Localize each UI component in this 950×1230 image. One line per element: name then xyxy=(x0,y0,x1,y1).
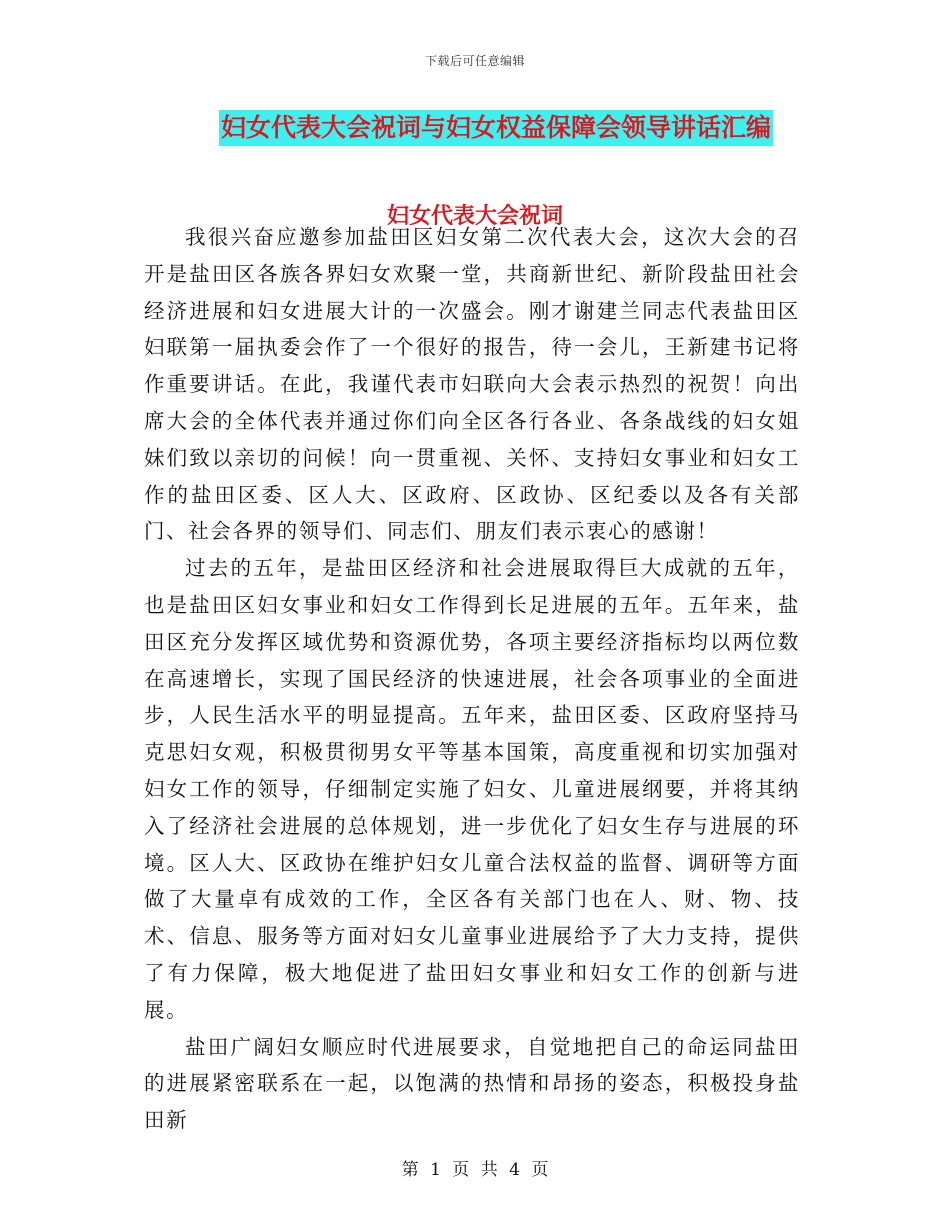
paragraph-3: 盐田广阔妇女顺应时代进展要求，自觉地把自己的命运同盐田的进展紧密联系在一起，以饱满的热情和昂扬的姿态，积极投身盐田新 xyxy=(144,1034,800,1133)
body-text xyxy=(144,219,800,1139)
document-title-container xyxy=(0,110,950,146)
section-title: 妇女代表大会祝词 xyxy=(386,203,563,229)
paragraph-2: 过去的五年，是盐田区经济和社会进展取得巨大成就的五年，也是盐田区妇女事业和妇女工作得到长足进展的五年。五年来，盐田区充分发挥区域优势和资源优势，各项主要经济指标均以两位数在高速增长，实现了国民经济的快速进展，社会各项事业的全面进步，人民生活水平的明显提高。五年来，盐田区委、区政府坚持马克思妇女观，积极贯彻男女平等基本国策，高度重视和切实加强对妇女工作的领导，仔细制定实施了妇女、儿童进展纲要，并将其纳入了经济社会进展的总体规划，进一步优化了妇女生存与进展的环境。区人大、区政协在维护妇女儿童合法权益的监督、调研等方面做了大量卓有成效的工作，全区各有关部门也在人、财、物、技术、信息、服务等方面对妇女儿童事业进展给予了大力支持，提供了有力保障，极大地促进了盐田妇女事业和妇女工作的创新与进展。 xyxy=(144,556,800,1022)
paragraph-1: 我很兴奋应邀参加盐田区妇女第二次代表大会，这次大会的召开是盐田区各族各界妇女欢聚一堂，共商新世纪、新阶段盐田社会经济进展和妇女进展大计的一次盛会。刚才谢建兰同志代表盐田区妇联第一届执委会作了一个很好的报告，待一会儿，王新建书记将作重要讲话。在此，我谨代表市妇联向大会表示热烈的祝贺！向出席大会的全体代表并通过你们向全区各行各业、各条战线的妇女姐妹们致以亲切的问候！向一贯重视、关怀、支持妇女事业和妇女工作的盐田区委、区人大、区政府、区政协、区纪委以及各有关部门、社会各界的领导们、同志们、朋友们表示衷心的感谢！ xyxy=(144,225,800,544)
header-note: 下载后可任意编辑 xyxy=(424,54,525,68)
page-footer: 第 1 页 共 4 页 xyxy=(401,1160,549,1180)
document-title: 妇女代表大会祝词与妇女权益保障会领导讲话汇编 xyxy=(219,110,773,146)
